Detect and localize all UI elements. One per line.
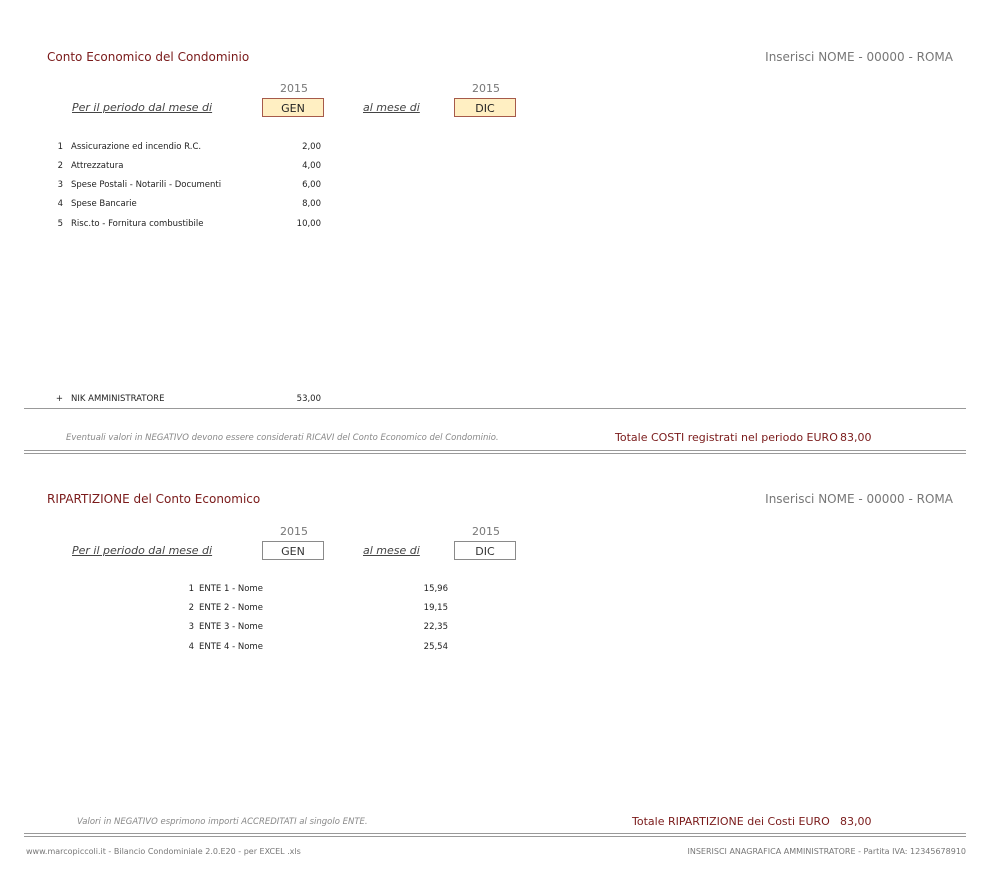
section1-title: Conto Economico del Condominio: [47, 50, 250, 64]
section-separator: [24, 833, 966, 837]
item-description: ENTE 3 - Nome: [199, 622, 263, 632]
expand-icon[interactable]: +: [55, 394, 63, 404]
footer-left: www.marcopiccoli.it - Bilancio Condominiale 2.0.E20 - per EXCEL .xls: [26, 847, 301, 856]
item-number: 2: [57, 161, 63, 171]
item-number: 5: [57, 219, 63, 229]
list-item: [0, 218, 400, 230]
section2-title: RIPARTIZIONE del Conto Economico: [47, 492, 261, 506]
item-number: 2: [188, 603, 194, 613]
item-description: Risc.to - Fornitura combustibile: [71, 219, 204, 229]
list-item: [0, 179, 400, 191]
section2-month-from: GEN: [262, 541, 324, 560]
item-number: 4: [57, 199, 63, 209]
item-value: 6,00: [302, 180, 321, 190]
section1-month-from[interactable]: GEN: [262, 98, 324, 117]
admin-value: 53,00: [296, 394, 321, 404]
list-item: [0, 141, 400, 153]
item-value: 19,15: [423, 603, 448, 613]
item-description: Spese Postali - Notarili - Documenti: [71, 180, 222, 190]
section2-period-to-label: al mese di: [363, 544, 420, 557]
list-item: [0, 160, 400, 172]
divider: [24, 408, 966, 409]
section2-total-value: 83,00: [840, 815, 872, 828]
item-number: 1: [188, 584, 194, 594]
item-number: 3: [188, 622, 194, 632]
list-item: [0, 621, 500, 633]
section1-note: Eventuali valori in NEGATIVO devono essere considerati RICAVI del Conto Economico del Condominio.: [66, 433, 499, 443]
item-value: 4,00: [302, 161, 321, 171]
section2-period-from-label: Per il periodo dal mese di: [72, 544, 213, 557]
admin-label: NIK AMMINISTRATORE: [71, 394, 165, 404]
section1-month-to[interactable]: DIC: [454, 98, 516, 117]
footer-right: INSERISCI ANAGRAFICA AMMINISTRATORE - Partita IVA: 12345678910: [687, 847, 966, 856]
list-item: [0, 198, 400, 210]
item-value: 8,00: [302, 199, 321, 209]
section1-total-value: 83,00: [840, 431, 872, 444]
section-separator: [24, 450, 966, 454]
item-number: 4: [188, 642, 194, 652]
item-number: 1: [57, 142, 63, 152]
item-description: ENTE 4 - Nome: [199, 642, 263, 652]
section1-year-to: 2015: [472, 82, 500, 95]
section1-year-from: 2015: [280, 82, 308, 95]
admin-row: [0, 393, 400, 405]
list-item: [0, 583, 500, 595]
item-number: 3: [57, 180, 63, 190]
item-description: ENTE 2 - Nome: [199, 603, 263, 613]
section2-owner: Inserisci NOME - 00000 - ROMA: [765, 492, 953, 506]
item-value: 22,35: [423, 622, 448, 632]
item-value: 10,00: [296, 219, 321, 229]
item-value: 2,00: [302, 142, 321, 152]
section2-month-to: DIC: [454, 541, 516, 560]
section1-period-to-label: al mese di: [363, 101, 420, 114]
section1-owner: Inserisci NOME - 00000 - ROMA: [765, 50, 953, 64]
section2-total-label: Totale RIPARTIZIONE dei Costi EURO: [632, 815, 830, 828]
list-item: [0, 641, 500, 653]
item-description: Assicurazione ed incendio R.C.: [71, 142, 202, 152]
section2-year-to: 2015: [472, 525, 500, 538]
section1-period-from-label: Per il periodo dal mese di: [72, 101, 213, 114]
section1-total-label: Totale COSTI registrati nel periodo EURO: [615, 431, 838, 444]
item-value: 25,54: [423, 642, 448, 652]
item-value: 15,96: [423, 584, 448, 594]
section2-year-from: 2015: [280, 525, 308, 538]
item-description: Attrezzatura: [71, 161, 124, 171]
item-description: Spese Bancarie: [71, 199, 137, 209]
section2-note: Valori in NEGATIVO esprimono importi ACCREDITATI al singolo ENTE.: [77, 817, 368, 827]
item-description: ENTE 1 - Nome: [199, 584, 263, 594]
list-item: [0, 602, 500, 614]
